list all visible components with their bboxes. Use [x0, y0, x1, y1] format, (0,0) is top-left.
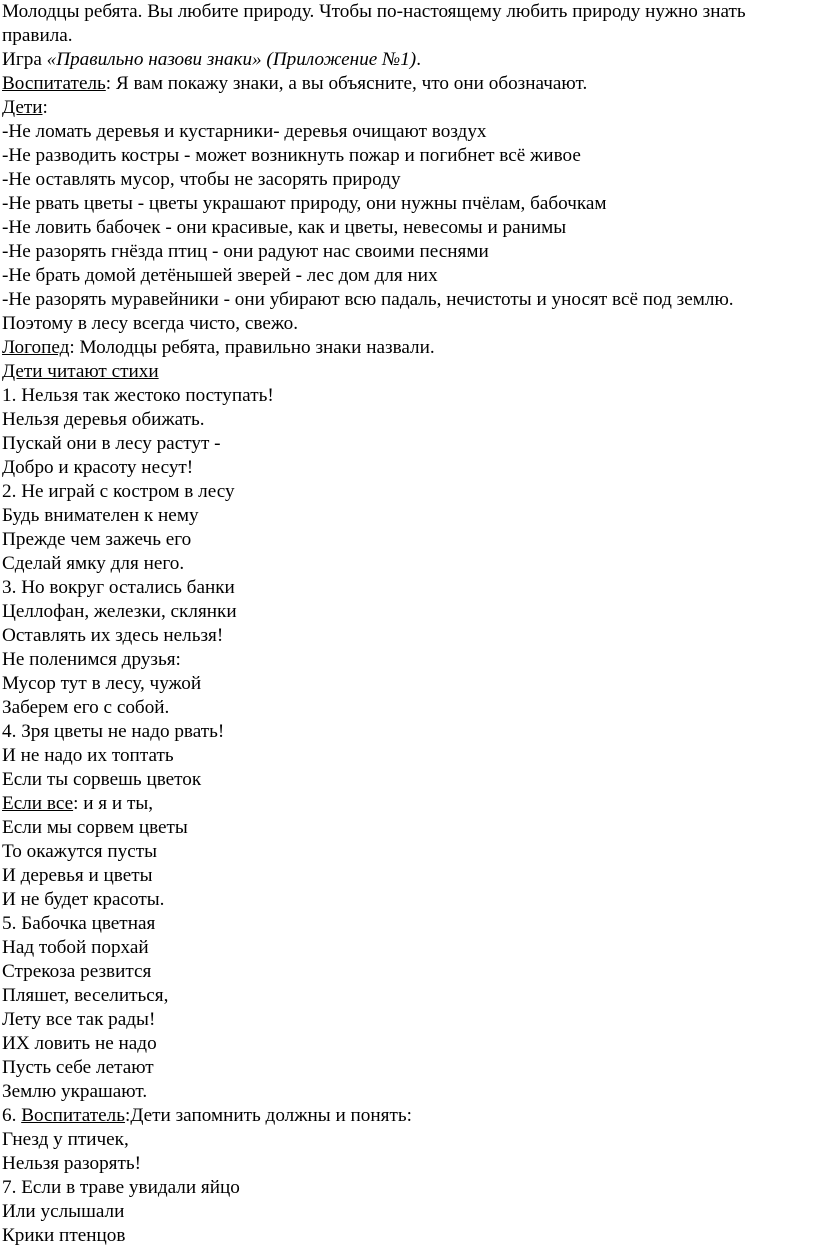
- poem-line: Землю украшают.: [2, 1081, 148, 1102]
- poem-line: Если мы сорвем цветы: [2, 817, 188, 838]
- poem-line: ИХ ловить не надо: [2, 1033, 157, 1054]
- poem-line: Оставлять их здесь нельзя!: [2, 625, 224, 646]
- all-speaker: Если все: [2, 793, 74, 814]
- poem-line: Сделай ямку для него.: [2, 553, 185, 574]
- poem-line: 3. Но вокруг остались банки: [2, 577, 235, 598]
- game-line: [2, 48, 814, 72]
- poem-line: Мусор тут в лесу, чужой: [2, 673, 202, 694]
- poem-line: Стрекоза резвится: [2, 961, 152, 982]
- poem-line: Нельзя деревья обижать.: [2, 409, 205, 430]
- document-page: [2, 0, 814, 1248]
- speech-therapist-text: : Молодцы ребята, правильно знаки назвали.: [69, 337, 435, 358]
- teacher-line-2-prefix: 6.: [2, 1105, 22, 1126]
- poem-line: Не поленимся друзья:: [2, 649, 181, 670]
- poem-line: Прежде чем зажечь его: [2, 529, 192, 550]
- poem-line: И не надо их топтать: [2, 745, 174, 766]
- poem-line: Целлофан, железки, склянки: [2, 601, 237, 622]
- rule-line: Поэтому в лесу всегда чисто, свежо.: [2, 313, 298, 334]
- rule-line: -Не брать домой детёнышей зверей - лес дом для них: [2, 265, 438, 286]
- children-colon: :: [42, 97, 48, 118]
- poem-line: Пускай они в лесу растут -: [2, 433, 221, 454]
- teacher-text: : Я вам покажу знаки, а вы объясните, что они обозначают.: [105, 73, 588, 94]
- rule-line: -Не оставлять мусор, чтобы не засорять природу: [2, 169, 401, 190]
- children-speaker: Дети: [2, 97, 43, 118]
- teacher-line-2: [2, 1104, 814, 1128]
- poem-line: То окажутся пусты: [2, 841, 158, 862]
- poem-line: Если ты сорвешь цветок: [2, 769, 202, 790]
- rule-line: -Не разорять муравейники - они убирают всю падаль, нечистоты и уносят всё под землю.: [2, 289, 734, 310]
- poems-heading: Дети читают стихи: [2, 361, 159, 382]
- poem-line: Заберем его с собой.: [2, 697, 170, 718]
- teacher-speaker: Воспитатель: [2, 73, 106, 94]
- poem-line: Гнезд у птичек,: [2, 1129, 129, 1150]
- poem-line: Лету все так рады!: [2, 1009, 156, 1030]
- poem-line: И деревья и цветы: [2, 865, 153, 886]
- poem-line: 1. Нельзя так жестоко поступать!: [2, 385, 274, 406]
- poem-line: Пляшет, веселиться,: [2, 985, 169, 1006]
- game-prefix: Игра: [2, 49, 47, 70]
- children-label-line: [2, 96, 814, 120]
- rule-line: -Не ломать деревья и кустарники- деревья очищают воздух: [2, 121, 487, 142]
- game-suffix: .: [416, 49, 421, 70]
- poem-line: Крики птенцов: [2, 1225, 126, 1246]
- rule-line: -Не рвать цветы - цветы украшают природу, они нужны пчёлам, бабочкам: [2, 193, 607, 214]
- poem-line: 7. Если в траве увидали яйцо: [2, 1177, 240, 1198]
- poem-line: Над тобой порхай: [2, 937, 149, 958]
- speech-therapist-line: [2, 336, 814, 360]
- poem-line: Или услышали: [2, 1201, 125, 1222]
- poem-line: Добро и красоту несут!: [2, 457, 194, 478]
- teacher-line: [2, 72, 814, 96]
- intro-paragraph: [2, 0, 814, 48]
- poem-line: Пусть себе летают: [2, 1057, 154, 1078]
- poem-line: И не будет красоты.: [2, 889, 165, 910]
- speech-therapist-speaker: Логопед: [2, 337, 70, 358]
- all-speaker-line: [2, 792, 814, 816]
- all-text: : и я и ты,: [73, 793, 154, 814]
- poem-line: Будь внимателен к нему: [2, 505, 199, 526]
- rule-line: -Не ловить бабочек - они красивые, как и цветы, невесомы и ранимы: [2, 217, 567, 238]
- rule-line: -Не разводить костры - может возникнуть пожар и погибнет всё живое: [2, 145, 581, 166]
- game-title: «Правильно назови знаки» (Приложение №1): [46, 49, 417, 70]
- poem-line: 2. Не играй с костром в лесу: [2, 481, 235, 502]
- poems-heading-line: [2, 360, 814, 384]
- poem-line: Нельзя разорять!: [2, 1153, 142, 1174]
- poem-line: 5. Бабочка цветная: [2, 913, 156, 934]
- poem-line: 4. Зря цветы не надо рвать!: [2, 721, 225, 742]
- intro-text: Молодцы ребята. Вы любите природу. Чтобы по-настоящему любить природу нужно знать правила.: [2, 1, 746, 46]
- teacher-line-2-text: :Дети запомнить должны и понять:: [124, 1105, 412, 1126]
- teacher-line-2-speaker: Воспитатель: [21, 1105, 125, 1126]
- rule-line: -Не разорять гнёзда птиц - они радуют нас своими песнями: [2, 241, 489, 262]
